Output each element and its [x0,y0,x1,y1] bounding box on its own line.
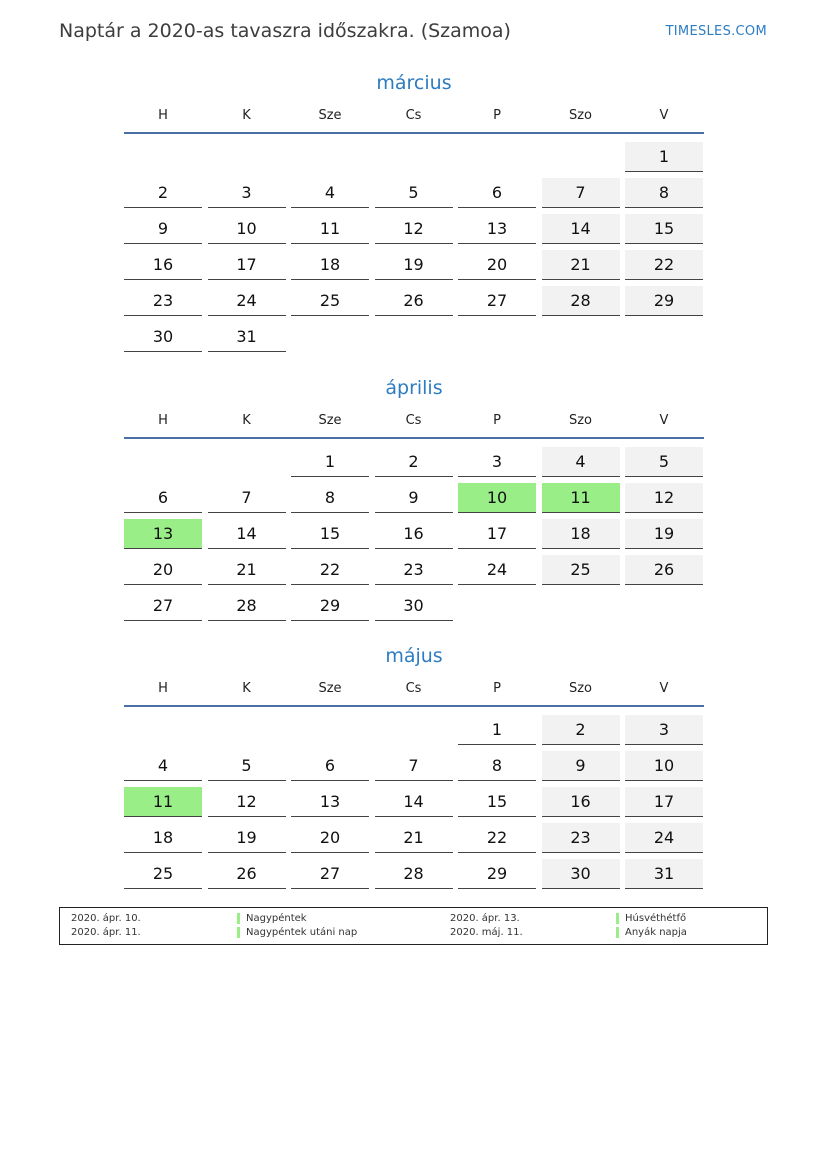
day-cell: 30 [542,859,620,889]
day-cell: 22 [291,555,369,585]
legend-date: 2020. ápr. 13. [450,913,520,924]
weekday-label: H [158,681,168,696]
day-cell: 28 [375,859,453,889]
day-cell: 17 [208,250,286,280]
day-cell: 24 [458,555,536,585]
day-cell: 16 [542,787,620,817]
weekday-label: Szo [568,413,593,428]
day-cell: 12 [208,787,286,817]
weekday-label: K [242,681,251,696]
day-cell: 5 [625,447,703,477]
day-cell: 23 [375,555,453,585]
holiday-legend [59,907,768,945]
day-cell: 8 [458,751,536,781]
day-cell: 15 [625,214,703,244]
day-cell: 8 [625,178,703,208]
day-cell: 19 [208,823,286,853]
day-cell: 23 [542,823,620,853]
day-cell: 6 [458,178,536,208]
day-cell: 25 [124,859,202,889]
day-cell: 9 [124,214,202,244]
day-cell: 30 [375,591,453,621]
day-cell: 15 [291,519,369,549]
brand-link[interactable]: TIMESLES.COM [665,24,767,39]
day-cell: 14 [542,214,620,244]
day-cell: 18 [291,250,369,280]
weekday-header [124,96,704,134]
day-cell: 13 [124,519,202,549]
day-cell: 8 [291,483,369,513]
day-cell: 29 [625,286,703,316]
day-cell: 21 [542,250,620,280]
weekday-label: Szo [568,108,593,123]
day-cell: 15 [458,787,536,817]
day-cell: 1 [625,142,703,172]
legend-date: 2020. ápr. 10. [71,913,141,924]
day-cell: 18 [542,519,620,549]
day-cell: 12 [375,214,453,244]
weekday-label: Szo [568,681,593,696]
day-cell: 21 [375,823,453,853]
day-cell: 17 [458,519,536,549]
day-cell: 27 [291,859,369,889]
day-cell: 5 [375,178,453,208]
day-cell: 2 [124,178,202,208]
day-cell: 27 [124,591,202,621]
day-cell: 16 [124,250,202,280]
legend-date: 2020. ápr. 11. [71,927,141,938]
day-cell: 29 [291,591,369,621]
weekday-header [124,401,704,439]
month-title: április [385,377,443,399]
day-cell: 25 [542,555,620,585]
day-cell: 18 [124,823,202,853]
day-cell: 6 [291,751,369,781]
day-cell: 20 [458,250,536,280]
day-cell: 30 [124,322,202,352]
weekday-label: Cs [405,681,422,696]
day-cell: 7 [542,178,620,208]
legend-name: Nagypéntek [237,913,307,924]
day-cell: 31 [208,322,286,352]
weekday-label: K [242,108,251,123]
weekday-label: Sze [318,413,342,428]
day-cell: 11 [291,214,369,244]
day-cell: 27 [458,286,536,316]
day-cell: 10 [208,214,286,244]
day-cell: 23 [124,286,202,316]
day-cell: 24 [208,286,286,316]
day-cell: 26 [375,286,453,316]
weekday-label: Cs [405,413,422,428]
weekday-header [124,669,704,707]
day-cell: 22 [458,823,536,853]
day-cell: 3 [625,715,703,745]
legend-name: Húsvéthétfő [616,913,686,924]
weekday-label: P [493,108,501,123]
day-cell: 17 [625,787,703,817]
day-cell: 7 [375,751,453,781]
day-cell: 19 [375,250,453,280]
day-cell: 3 [208,178,286,208]
day-cell: 1 [291,447,369,477]
weekday-label: Cs [405,108,422,123]
weekday-label: H [158,108,168,123]
weekday-label: V [659,108,669,123]
day-cell: 6 [124,483,202,513]
day-cell: 2 [375,447,453,477]
day-cell: 11 [124,787,202,817]
day-cell: 4 [124,751,202,781]
weekday-label: P [493,413,501,428]
day-cell: 13 [458,214,536,244]
weekday-label: H [158,413,168,428]
weekday-label: V [659,413,669,428]
day-cell: 1 [458,715,536,745]
day-cell: 21 [208,555,286,585]
legend-date: 2020. máj. 11. [450,927,523,938]
day-cell: 20 [124,555,202,585]
day-cell: 16 [375,519,453,549]
day-cell: 10 [625,751,703,781]
month-title: március [376,72,452,94]
day-cell: 31 [625,859,703,889]
day-cell: 5 [208,751,286,781]
day-cell: 12 [625,483,703,513]
day-cell: 2 [542,715,620,745]
weekday-label: K [242,413,251,428]
day-cell: 9 [375,483,453,513]
day-cell: 13 [291,787,369,817]
day-cell: 25 [291,286,369,316]
day-cell: 14 [208,519,286,549]
day-cell: 28 [542,286,620,316]
day-cell: 4 [542,447,620,477]
month-april [124,375,704,615]
weekday-label: V [659,681,669,696]
day-cell: 10 [458,483,536,513]
legend-name: Nagypéntek utáni nap [237,927,357,938]
day-cell: 3 [458,447,536,477]
day-cell: 4 [291,178,369,208]
day-cell: 26 [625,555,703,585]
weekday-label: Sze [318,681,342,696]
day-cell: 19 [625,519,703,549]
day-cell: 28 [208,591,286,621]
day-cell: 20 [291,823,369,853]
weekday-label: Sze [318,108,342,123]
legend-name: Anyák napja [616,927,687,938]
month-may [124,643,704,883]
day-cell: 26 [208,859,286,889]
day-cell: 7 [208,483,286,513]
weekday-label: P [493,681,501,696]
day-cell: 22 [625,250,703,280]
page-title: Naptár a 2020-as tavaszra időszakra. (Szamoa) [59,20,511,42]
day-cell: 14 [375,787,453,817]
day-cell: 9 [542,751,620,781]
day-cell: 24 [625,823,703,853]
day-cell: 11 [542,483,620,513]
month-march [124,70,704,346]
day-cell: 29 [458,859,536,889]
month-title: május [385,645,443,667]
